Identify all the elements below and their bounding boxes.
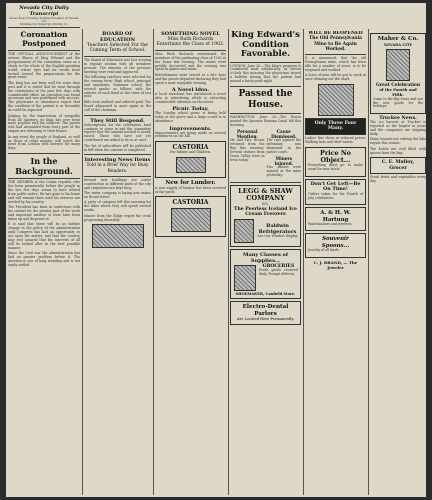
advert-mulloy (370, 157, 426, 174)
headline-coronation: Coronation Postponed (20, 30, 68, 48)
head-improvements: Improvements. (169, 125, 212, 132)
dental-title: Electro-Dental Parlors (242, 303, 289, 317)
great-celebration: Great Celebration (375, 83, 421, 89)
headline-king-edward: King Edward's Condition Favorable. (231, 31, 300, 59)
illustration-advert (92, 224, 144, 248)
headline-background: In the Background. (15, 156, 73, 177)
column-4: King Edward's Condition Favorable. LONDON, June 26.—The King's progress is considered most satisfactory. At eleven o'clock this morning the physicians issued a bulletin stating that the patient had passed a fairly good night. Passed the House. WASHINGTON, June 26.—The House passed the Spooner Panama Canal bill this morning. Personal Mention. Mr. and Mrs. Brown returned from the Bay this morning. Several visitors from Grass Valley were in town today. Cause Dismissed. The case against the defendant was dismissed in the justice court. Miners Injured. Two miners were injured at the mine yesterday. LEGG & SHAW COMPANY INC. The Peerless Iceland Ice Cream Freezers Baldwin Refrigerators See Our Window Display Many Classes of Supplies... GROCERIES Fresh goods received daily. Prompt delivery. SHOEMAKER, Canfield Store. Electro-Dental Parlors Are Located Here Permanently. (230, 31, 301, 495)
advert-on-time: Don't Get Left—Be On Time! Orders taken for the Fourth of July celebration. (305, 179, 366, 206)
head-new-lumber: New for Lumber. (165, 180, 216, 187)
head-interesting-news: Interesting News Items (84, 157, 151, 164)
masthead-subtitle: Issued Every Evening, Sundays Excepted, at Nevada City (9, 17, 79, 23)
legg-shaw-title: LEGG & SHAW COMPANY (238, 186, 293, 203)
maher-title: Maher & Co. (377, 36, 419, 42)
newspaper-page (6, 3, 426, 497)
masthead-title: Nevada City Daily Transcript (19, 5, 69, 17)
advert-price: Price No Object... Everything must go to make room for new stock. (305, 147, 366, 177)
head-cause: Cause Dismissed. (271, 129, 297, 140)
article-board-text: The Board of Education met last evening in regular session with all members present. The minutes of the previous meeting were read and approved. The following teachers were selected for the coming term: High school, principal and assistants; Grammar school, the several grades as follows, with the salaries of each fixed at the rates of last year. Bills were audited and ordered paid. The board adjourned to meet again at the call of the chairman. (84, 57, 151, 112)
hartung-title: A. & H. W. Hartung (320, 210, 351, 223)
store-name: SHOEMAKER, Canfield Store. (235, 291, 296, 296)
castoria-sub: For Infants and Children. (170, 150, 211, 155)
advert-only-three (305, 118, 366, 135)
column-3: SOMETHING NOVEL Miss Ruth Richards Entertains the Class of 1902. Miss Ruth Richards entertained the members of the graduating class of 1902 at her home last evening. The rooms were prettily decorated and the evening was spent in games and music. Refreshments were served at a late hour and the guests departed declaring they had spent a most enjoyable evening. A Novel Idea. A local merchant has introduced a novel idea in advertising which is attracting considerable attention on the street. Picnic Today. The Sunday school picnic is being held today at the grove and a large crowd is in attendance. Improvements. Improvements are being made on several residences on the hill. CASTORIA For Infants and Children. New for Lumber. A new supply of lumber has been received at the yards. CASTORIA (155, 31, 226, 495)
advert-legg-shaw (230, 185, 301, 247)
masthead-publisher: Published by Transcript Printing Co. (19, 23, 69, 26)
head-personal: Personal Mention. (236, 129, 258, 140)
maher-city: NEVADA CITY (383, 42, 413, 47)
deck-something-novel: Miss Ruth Richards Entertains the Class of 1902. (156, 37, 225, 48)
on-time-title: Don't Get Left—Be On Time! (310, 180, 361, 193)
column-2: BOARD OF EDUCATION Teachers Selected For the Coming Term of School. The Board of Education met last evening in regular session with all members present. The minutes of the previous meeting were read and approved. The following teachers were selected for the coming term: High school, principal and assistants; Grammar school, the several grades as follows, with the salaries of each fixed at the rates of last year. Bills were audited and ordered paid. The board adjourned to meet again at the call of the chairman. They Still Respond. Subscriptions for the celebration fund continue to come in and the committee reports that the amount needed is nearly raised. Those who have not yet contributed are asked to do so at once. The list of subscribers will be published in full when the canvass is completed. Interesting News Items Told in a Brief Way for Busy Readers. Several new buildings are under construction in different parts of the city and carpenters are kept busy. The water company is laying new mains on Broad street. A party of campers left this morning for the lakes where they will spend several weeks. Miners from the Ridge report the work progressing favorably. (84, 31, 151, 495)
advert-castoria-2 (155, 196, 226, 237)
castoria-title-2: CASTORIA (172, 199, 209, 207)
head-board-education: BOARD OF EDUCATION (99, 31, 136, 43)
advert-hartung: A. & H. W. Hartung Watchmakers and jewelers. (305, 207, 366, 231)
head-truckee: Truckee News. (379, 115, 417, 121)
souvenir-title: Souvenir Spoons... (321, 236, 350, 249)
advert-maher: Maher & Co. NEVADA CITY Great Celebration of the Fourth and Fifth. Come to the Big Store and see the new goods for the holidays. (370, 33, 426, 114)
deck-reopened: The Old Pennsylvania Mine to Be Again Worked. (308, 36, 363, 52)
head-reopened: WILL BE REOPENED (308, 31, 363, 36)
only-three-title: Only Three Four Many. (314, 120, 357, 132)
advert-castoria-1 (155, 141, 226, 178)
brand-jeweler: C. J. BRAND, — The Jeweler (313, 259, 358, 270)
head-picnic: Picnic Today. (172, 106, 209, 113)
supplies-title: Many Classes of Supplies... (242, 251, 289, 264)
legg-shaw-inc: INC. (261, 201, 270, 206)
article-coronation-text: THE OFFICIAL ANNOUNCEMENT of the serious illness of King Edward and the postponement of the coronation came as a shock to the whole of the English-speaking world, whose eyes had for weeks been turned toward the preparations for the great event. The king has not been well for some time past and it is stated that he went through the ceremonies of the past few days with considerable effort. An operation was found necessary and was performed with success. The physicians in attendance report that the condition of the patient is as favorable as could be expected. Judging by the expressions of sympathy from all quarters, no king has ever been more popular with his subjects. The guests who had assembled from every part of the empire are returning to their homes. In any event the people of England, as well as those of other nations, will watch the news from London with interest for many days. (8, 52, 80, 151)
window-display: See Our Window Display (257, 233, 298, 238)
illustration-figure (318, 84, 354, 116)
head-something-novel: SOMETHING NOVEL (161, 31, 220, 37)
refrigerators: Baldwin Refrigerators (258, 222, 297, 235)
mulloy-title: C. E. Mulloy, Grocer (381, 160, 415, 171)
celebration-dates: of the Fourth and Fifth. (379, 87, 417, 97)
head-still-respond: They Still Respond. (90, 117, 145, 124)
head-miners: Miners Injured. (274, 156, 294, 167)
advert-dental (230, 301, 301, 325)
advert-souvenir: Souvenir Spoons... Jewelry of all kinds. (305, 233, 366, 257)
column-5: WILL BE REOPENED The Old Pennsylvania Mine to Be Again Worked. It is announced that the old Pennsylvania mine, which has been idle for a number of years, is to be reopened and worked. A force of men will be put to work at once cleaning out the shaft. Only Three Four Many. Ladies' fine shoes at reduced prices. Walking hats and shirt waists. Price No Object... Everything must go to make room for new stock. Don't Get Left—Be On Time! Orders taken for the Fourth of July celebration. A. & H. W. Hartung Watchmakers and jewelers. Souvenir Spoons... Jewelry of all kinds. C. J. BRAND, — The Jeweler (305, 31, 366, 270)
deck-board-education: Teachers Selected For the Coming Term of School. (87, 43, 148, 54)
column-6: Maher & Co. NEVADA CITY Great Celebration of the Fourth and Fifth. Come to the Big Store and see the new goods for the holidays. Truckee News. The ice harvest at Truckee is reported as the largest in years and the companies are shipping daily. Many tourists are visiting the lake region this season. The hotels are well filled with guests from the Bay. C. E. Mulloy, Grocer Fresh fruits and vegetables every day. (370, 31, 426, 495)
advert-supplies: Many Classes of Supplies... GROCERIES Fresh goods received daily. Prompt delivery. SHOEMAKER, Canfield Store. (230, 249, 301, 299)
article-background-text: THE MEMBER of the Cuban republic who has been prominently before the people in the last few days seems to have retired from public notice. He has gone to his home and will remain there until his services are needed by his country. The President has been in conference with his cabinet for the greater part of the week and important matters of state have been taken up and disposed of. It is said that there will be no further change in the policy of the administration until Congress has had an opportunity to act upon the matter, and that the country may rest assured that the interests of all will be looked after in the best possible manner. Since the Civil war the administration has had no greater problem before it. The question is one of long standing and is not easily settled. (8, 180, 80, 267)
castoria-title: CASTORIA (172, 144, 209, 152)
groceries: GROCERIES (262, 263, 295, 269)
column-1 (8, 25, 80, 495)
headline-passed-house: Passed the House. (238, 89, 293, 111)
head-novel-idea: A Novel Idea. (171, 87, 210, 94)
dental-sub: Are Located Here Permanently. (236, 317, 295, 322)
deck-interesting-news: Told in a Brief Way for Busy Readers. (86, 163, 149, 174)
price-title: Price No Object... (320, 148, 351, 164)
ice-cream-freezers: The Peerless Iceland Ice Cream Freezers (234, 206, 297, 218)
